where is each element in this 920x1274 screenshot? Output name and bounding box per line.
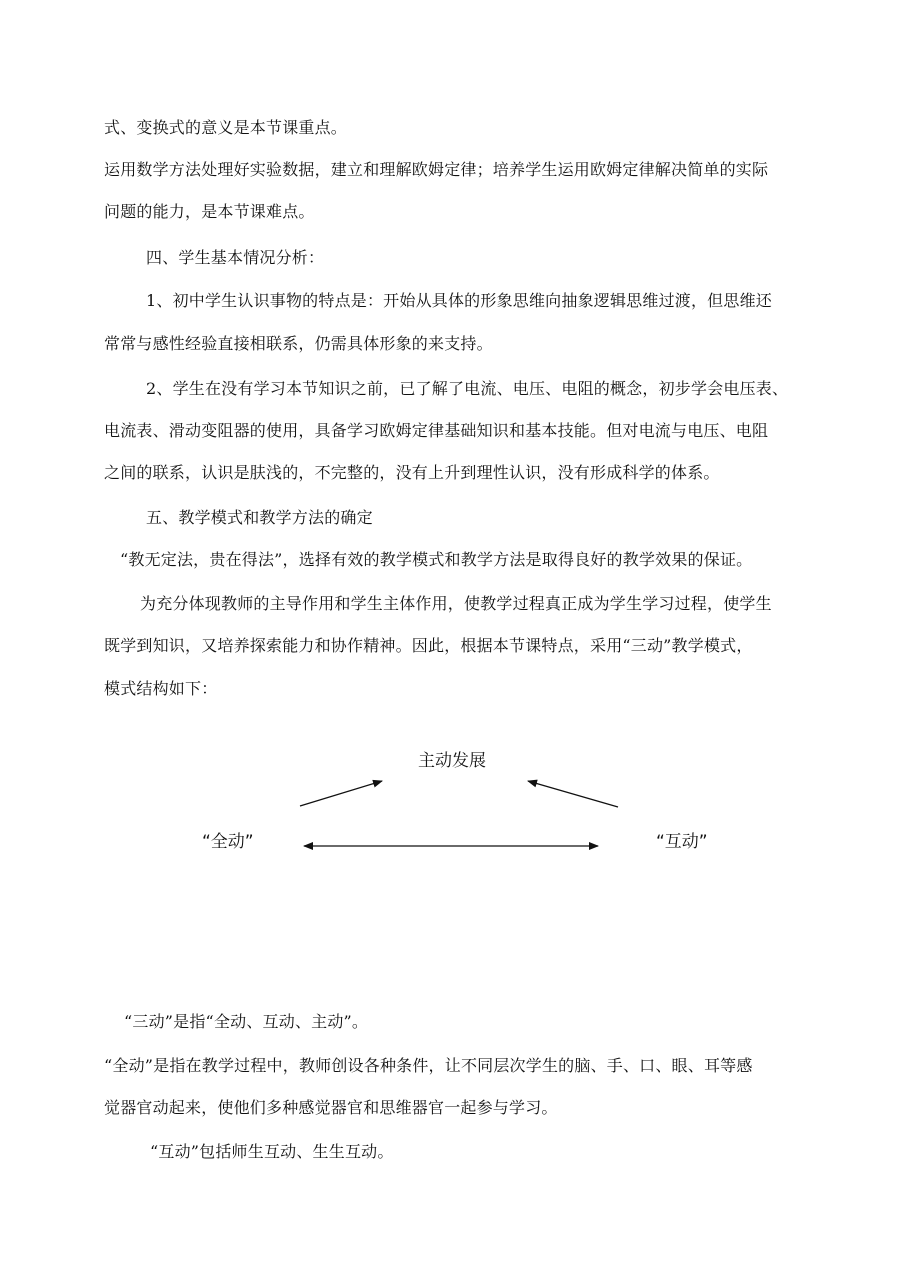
arrow-right-to-top	[528, 781, 618, 807]
text-line: 电流表、滑动变阻器的使用，具备学习欧姆定律基础知识和基本技能。但对电流与电压、电阻	[104, 421, 769, 440]
three-motion-diagram	[180, 730, 760, 890]
text-line: 式、变换式的意义是本节课重点。	[104, 118, 348, 137]
section-heading: 四、学生基本情况分析：	[146, 248, 325, 267]
text-line: 常常与感性经验直接相联系，仍需具体形象的来支持。	[104, 334, 493, 353]
section-heading: 五、教学模式和教学方法的确定	[146, 508, 373, 527]
node-left-label: “全动”	[202, 832, 254, 852]
text-line: “互动”包括师生互动、生生互动。	[150, 1142, 394, 1161]
node-top-label: 主动发展	[418, 751, 486, 771]
text-line: 既学到知识，又培养探索能力和协作精神。因此，根据本节课特点，采用“三动”教学模式，	[104, 636, 753, 655]
text-line: 运用数学方法处理好实验数据，建立和理解欧姆定律；培养学生运用欧姆定律解决简单的实际	[104, 160, 769, 179]
arrow-left-to-top	[300, 781, 382, 806]
node-right-label: “互动”	[656, 832, 708, 852]
text-line: 觉器官动起来，使他们多种感觉器官和思维器官一起参与学习。	[104, 1098, 558, 1117]
text-line: “全动”是指在教学过程中，教师创设各种条件，让不同层次学生的脑、手、口、眼、耳等感	[104, 1056, 753, 1075]
text-line: 2、学生在没有学习本节知识之前，已了解了电流、电压、电阻的概念，初步学会电压表、	[146, 379, 789, 398]
text-line: 1、初中学生认识事物的特点是：开始从具体的形象思维向抽象逻辑思维过渡，但思维还	[146, 291, 772, 310]
text-line: 为充分体现教师的主导作用和学生主体作用，使教学过程真正成为学生学习过程，使学生	[140, 594, 772, 613]
text-line: “三动”是指“全动、互动、主动”。	[124, 1012, 369, 1031]
text-line: 之间的联系，认识是肤浅的，不完整的，没有上升到理性认识，没有形成科学的体系。	[104, 463, 720, 482]
text-line: 问题的能力，是本节课难点。	[104, 202, 315, 221]
text-line: 模式结构如下：	[104, 679, 218, 698]
text-line: “教无定法，贵在得法”，选择有效的教学模式和教学方法是取得良好的教学效果的保证。	[120, 550, 753, 569]
